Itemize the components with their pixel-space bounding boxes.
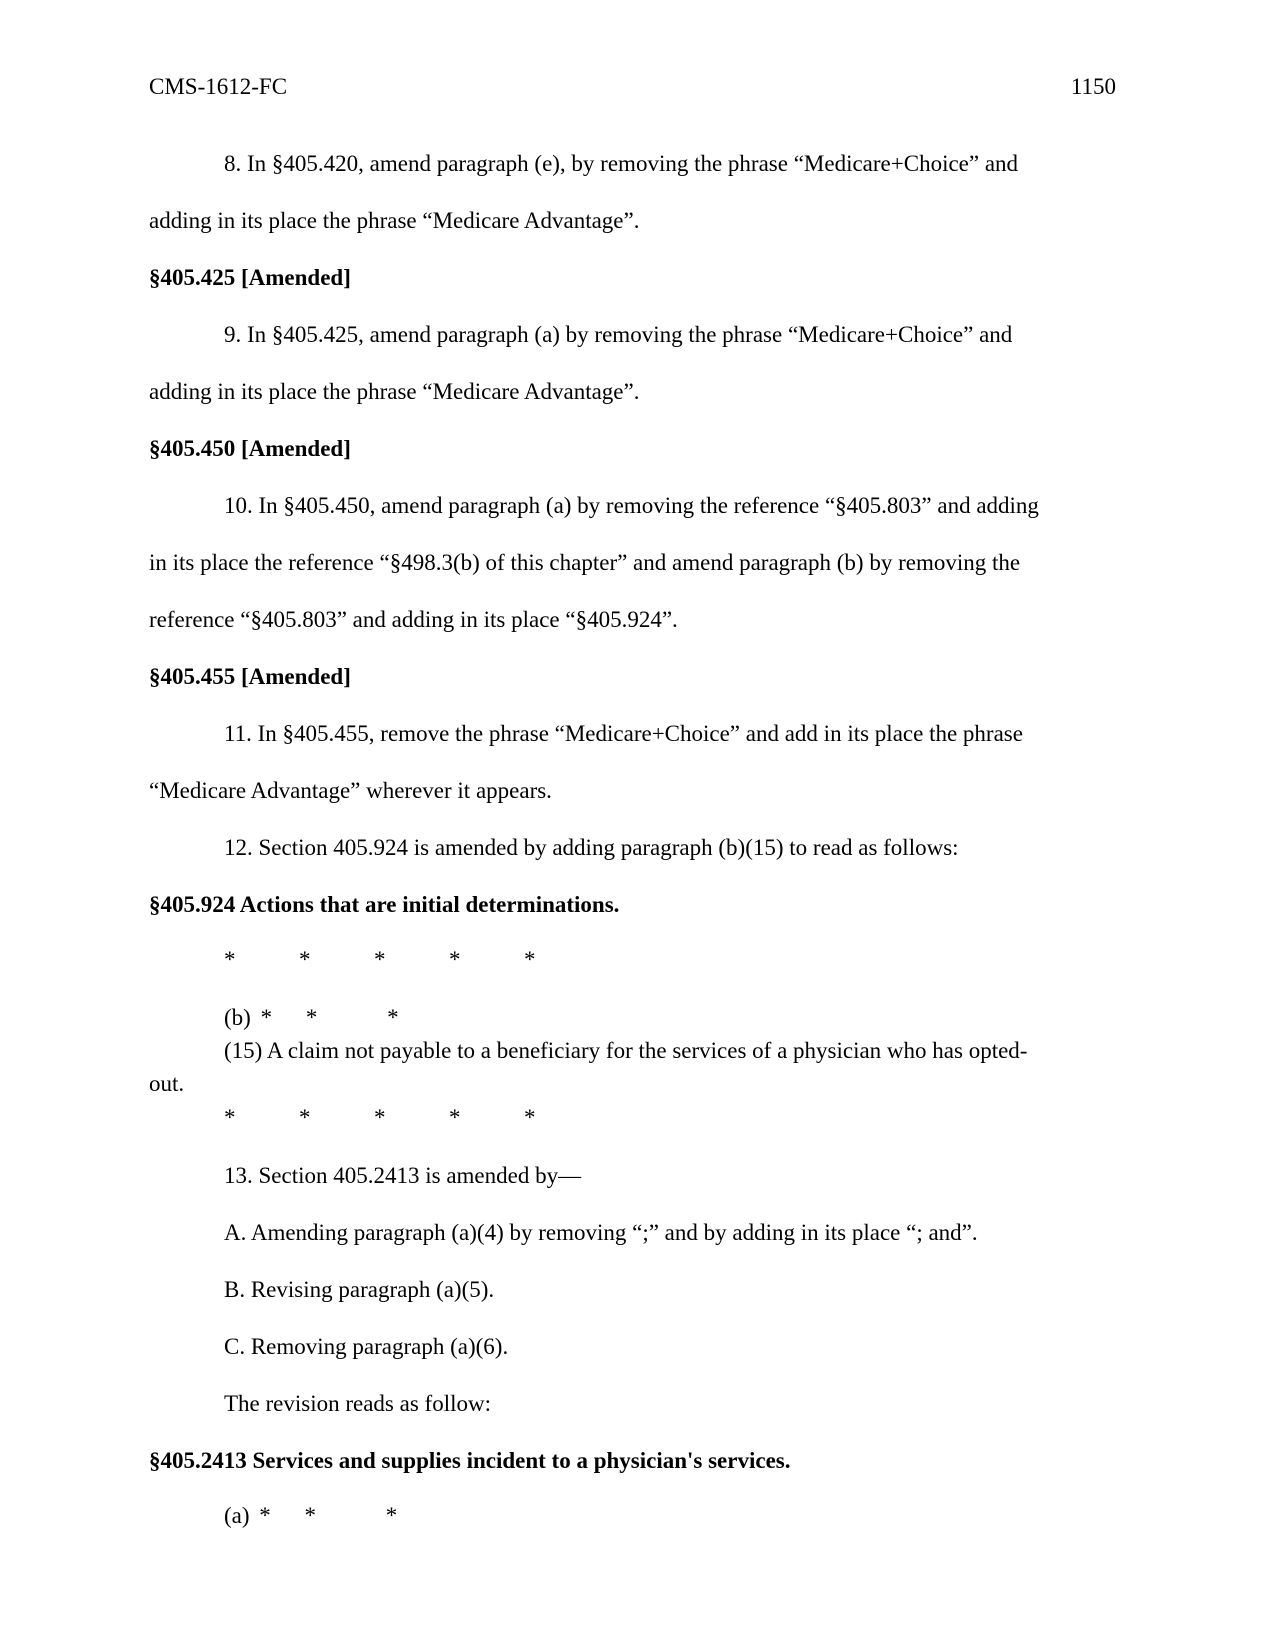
star: * — [374, 947, 386, 972]
paragraph-13-b: B. Revising paragraph (a)(5). — [224, 1277, 495, 1302]
revision-intro: The revision reads as follow: — [224, 1391, 491, 1416]
paragraph-9-line-1: 9. In §405.425, amend paragraph (a) by removing the phrase “Medicare+Choice” and — [224, 322, 1013, 347]
paragraph-15-line-1: (15) A claim not payable to a beneficiary for the services of a physician who has opted- — [224, 1038, 1028, 1063]
paragraph-11-line-2: “Medicare Advantage” wherever it appears. — [149, 778, 552, 803]
paragraph-13: 13. Section 405.2413 is amended by— — [224, 1163, 582, 1188]
star: * — [304, 1503, 317, 1528]
paragraph-label-a: (a) — [224, 1503, 250, 1528]
document-id: CMS-1612-FC — [149, 74, 288, 99]
star: * — [299, 1105, 311, 1130]
page-number: 1150 — [1070, 74, 1116, 99]
paragraph-10-line-3: reference “§405.803” and adding in its place “§405.924”. — [149, 607, 678, 632]
star: * — [224, 947, 236, 972]
section-heading-405-924: §405.924 Actions that are initial determinations. — [149, 892, 620, 917]
paragraph-10-line-2: in its place the reference “§498.3(b) of this chapter” and amend paragraph (b) by removing the — [149, 550, 1021, 575]
omission-stars-2 — [224, 1104, 599, 1132]
star: * — [374, 1105, 386, 1130]
star: * — [524, 947, 536, 972]
section-heading-405-2413: §405.2413 Services and supplies incident to a physician's services. — [149, 1448, 791, 1473]
star: * — [259, 1503, 271, 1528]
paragraph-12: 12. Section 405.924 is amended by adding paragraph (b)(15) to read as follows: — [224, 835, 959, 860]
section-heading-405-455: §405.455 [Amended] — [149, 664, 351, 689]
paragraph-b-omission — [224, 1004, 399, 1032]
paragraph-8-line-1: 8. In §405.420, amend paragraph (e), by removing the phrase “Medicare+Choice” and — [224, 151, 1019, 176]
star: * — [524, 1105, 536, 1130]
paragraph-8-line-2: adding in its place the phrase “Medicare Advantage”. — [149, 208, 640, 233]
star: * — [305, 1005, 318, 1030]
star: * — [449, 1105, 461, 1130]
star: * — [260, 1005, 273, 1030]
paragraph-label-b: (b) — [224, 1005, 251, 1030]
paragraph-15-line-2: out. — [149, 1071, 185, 1096]
paragraph-a-omission — [224, 1502, 397, 1530]
star: * — [224, 1105, 236, 1130]
section-heading-405-425: §405.425 [Amended] — [149, 265, 351, 290]
omission-stars-1 — [224, 946, 599, 974]
paragraph-9-line-2: adding in its place the phrase “Medicare Advantage”. — [149, 379, 640, 404]
star: * — [387, 1005, 399, 1030]
paragraph-10-line-1: 10. In §405.450, amend paragraph (a) by removing the reference “§405.803” and adding — [224, 493, 1039, 518]
paragraph-13-a: A. Amending paragraph (a)(4) by removing “;” and by adding in its place “; and”. — [224, 1220, 978, 1245]
paragraph-13-c: C. Removing paragraph (a)(6). — [224, 1334, 509, 1359]
section-heading-405-450: §405.450 [Amended] — [149, 436, 351, 461]
star: * — [299, 947, 311, 972]
star: * — [449, 947, 461, 972]
paragraph-11-line-1: 11. In §405.455, remove the phrase “Medicare+Choice” and add in its place the phrase — [224, 721, 1023, 746]
star: * — [385, 1503, 398, 1528]
